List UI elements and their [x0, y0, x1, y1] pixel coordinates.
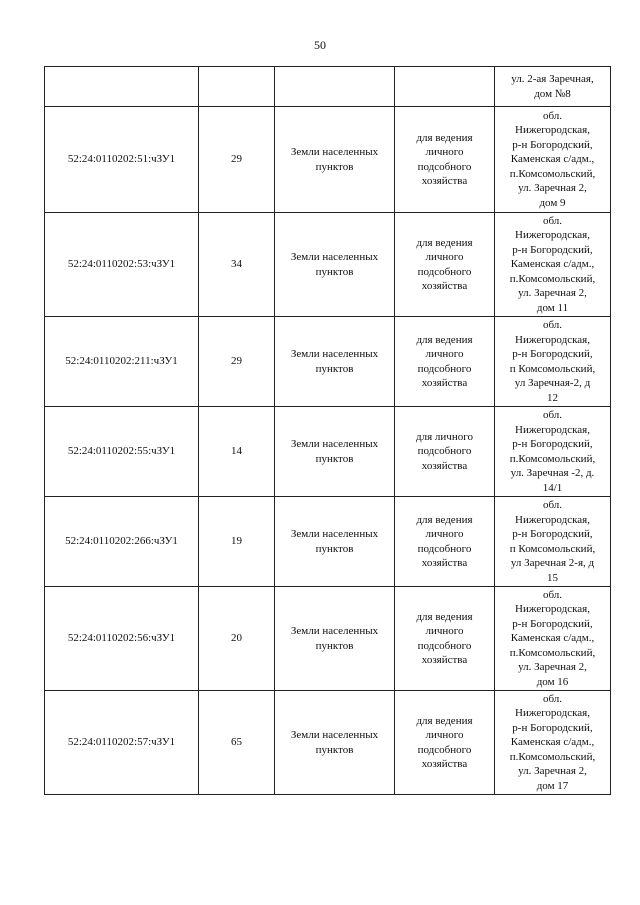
table-row: [45, 407, 611, 497]
land-category-cell: Земли населенных пунктов: [275, 497, 395, 587]
table-row: [45, 317, 611, 407]
table-row: [45, 67, 611, 107]
area-cell: [199, 67, 275, 107]
table-row: [45, 587, 611, 691]
table-row: [45, 691, 611, 795]
cadastral-number-cell: 52:24:0110202:51:чЗУ1: [45, 107, 199, 213]
permitted-use-cell: для ведения личного подсобного хозяйства: [395, 213, 495, 317]
address-cell: обл. Нижегородская, р-н Богородский, Каменская с/адм., п.Комсомольский, ул. Заречная 2, дом 17: [495, 691, 611, 795]
area-cell: 29: [199, 317, 275, 407]
permitted-use-cell: для личного подсобного хозяйства: [395, 407, 495, 497]
cadastral-number-cell: 52:24:0110202:57:чЗУ1: [45, 691, 199, 795]
area-cell: 14: [199, 407, 275, 497]
address-cell: обл. Нижегородская, р-н Богородский, п Комсомольский, ул Заречная-2, д 12: [495, 317, 611, 407]
land-category-cell: Земли населенных пунктов: [275, 107, 395, 213]
permitted-use-cell: [395, 67, 495, 107]
address-cell: обл. Нижегородская, р-н Богородский, Каменская с/адм., п.Комсомольский, ул. Заречная 2, дом 16: [495, 587, 611, 691]
cadastral-number-cell: [45, 67, 199, 107]
table-row: [45, 213, 611, 317]
land-category-cell: Земли населенных пунктов: [275, 317, 395, 407]
area-cell: 20: [199, 587, 275, 691]
permitted-use-cell: для ведения личного подсобного хозяйства: [395, 317, 495, 407]
land-category-cell: Земли населенных пунктов: [275, 587, 395, 691]
table-row: [45, 497, 611, 587]
permitted-use-cell: для ведения личного подсобного хозяйства: [395, 691, 495, 795]
land-category-cell: Земли населенных пунктов: [275, 407, 395, 497]
cadastral-number-cell: 52:24:0110202:55:чЗУ1: [45, 407, 199, 497]
land-category-cell: [275, 67, 395, 107]
cadastral-number-cell: 52:24:0110202:53:чЗУ1: [45, 213, 199, 317]
cadastral-number-cell: 52:24:0110202:56:чЗУ1: [45, 587, 199, 691]
address-cell: обл. Нижегородская, р-н Богородский, Каменская с/адм., п.Комсомольский, ул. Заречная 2, дом 11: [495, 213, 611, 317]
page-number: 50: [314, 38, 326, 52]
permitted-use-cell: для ведения личного подсобного хозяйства: [395, 497, 495, 587]
area-cell: 34: [199, 213, 275, 317]
cadastral-number-cell: 52:24:0110202:211:чЗУ1: [45, 317, 199, 407]
address-cell: обл. Нижегородская, р-н Богородский, Каменская с/адм., п.Комсомольский, ул. Заречная 2, дом 9: [495, 107, 611, 213]
land-category-cell: Земли населенных пунктов: [275, 213, 395, 317]
address-cell: обл. Нижегородская, р-н Богородский, п.Комсомольский, ул. Заречная -2, д. 14/1: [495, 407, 611, 497]
address-cell: ул. 2-ая Заречная, дом №8: [495, 67, 611, 107]
cadastral-number-cell: 52:24:0110202:266:чЗУ1: [45, 497, 199, 587]
table-row: [45, 107, 611, 213]
area-cell: 65: [199, 691, 275, 795]
address-cell: обл. Нижегородская, р-н Богородский, п Комсомольский, ул Заречная 2-я, д 15: [495, 497, 611, 587]
land-plots-table: [44, 66, 611, 795]
area-cell: 19: [199, 497, 275, 587]
area-cell: 29: [199, 107, 275, 213]
land-category-cell: Земли населенных пунктов: [275, 691, 395, 795]
permitted-use-cell: для ведения личного подсобного хозяйства: [395, 587, 495, 691]
permitted-use-cell: для ведения личного подсобного хозяйства: [395, 107, 495, 213]
